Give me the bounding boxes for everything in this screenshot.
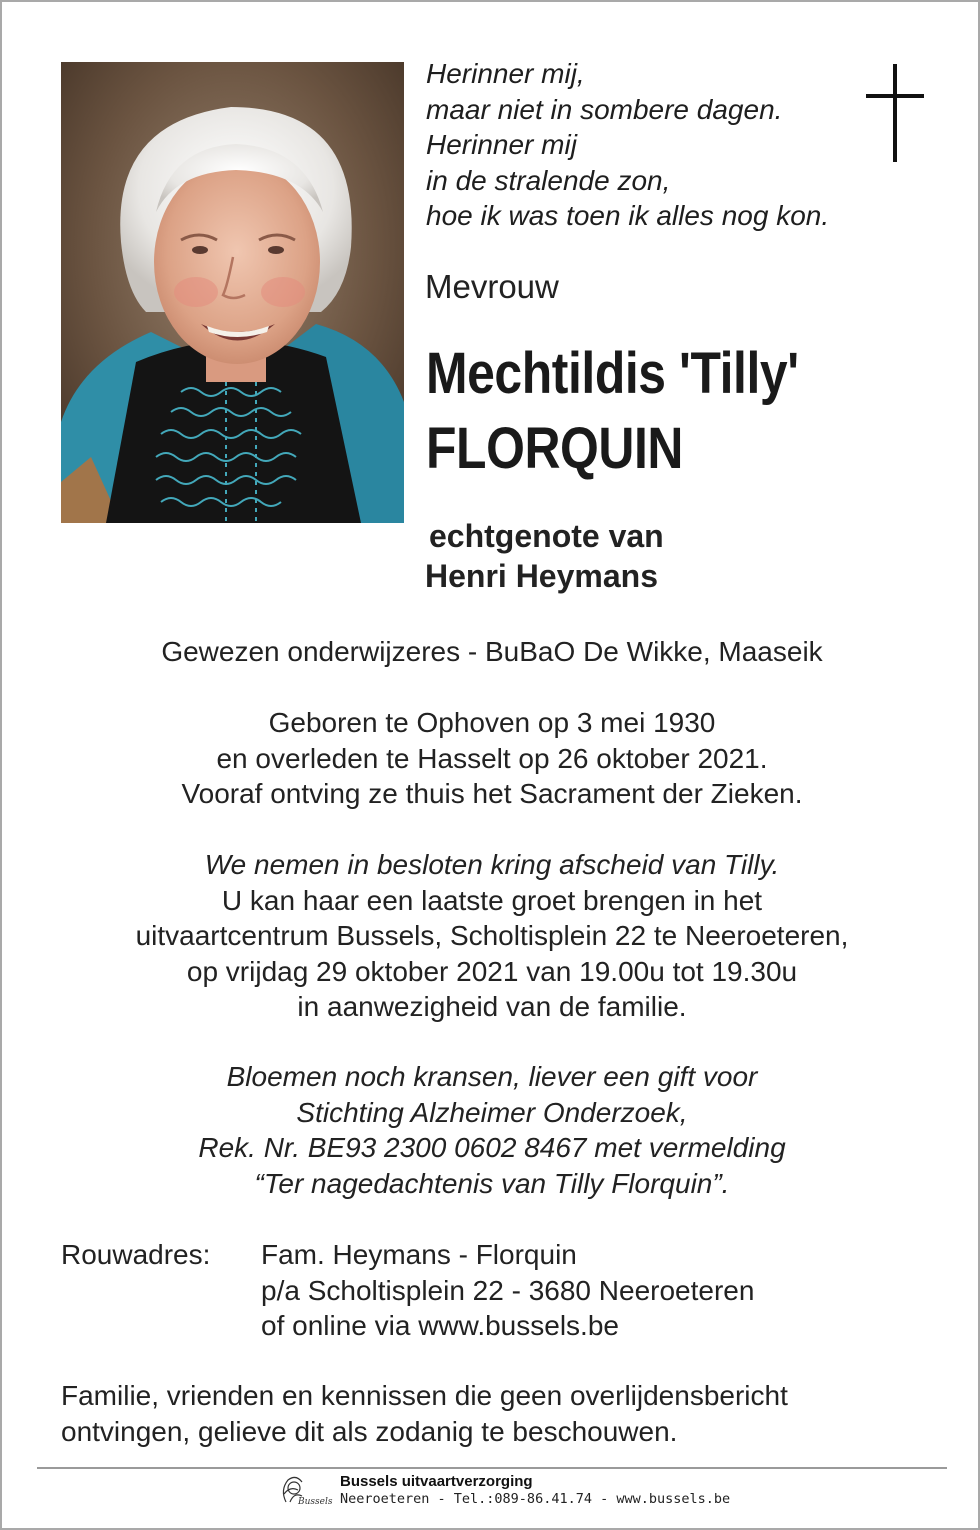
poem-line: Herinner mij, bbox=[426, 58, 585, 89]
farewell-line: U kan haar een laatste groet brengen in het bbox=[221, 884, 763, 916]
farewell-line: uitvaartcentrum Bussels, Scholtisplein 22 te Neeroeteren, bbox=[135, 920, 849, 951]
poem-line: in de stralende zon, bbox=[426, 164, 671, 196]
deceased-name bbox=[426, 336, 799, 486]
rouwadres-label: Rouwadres: bbox=[61, 1239, 211, 1270]
rouwadres-lines bbox=[261, 1237, 861, 1344]
donation-line: Stichting Alzheimer Onderzoek, bbox=[296, 1096, 688, 1128]
rouwadres-line: Fam. Heymans - Florquin bbox=[261, 1239, 577, 1270]
poem-line: hoe ik was toen ik alles nog kon. bbox=[426, 200, 830, 231]
farewell-line: op vrijdag 29 oktober 2021 van 19.00u tot 19.30u bbox=[186, 955, 798, 987]
life-line: Vooraf ontving ze thuis het Sacrament der Zieken. bbox=[181, 778, 803, 809]
portrait-photo bbox=[61, 62, 404, 523]
farewell-italic-line: We nemen in besloten kring afscheid van Tilly. bbox=[204, 849, 780, 880]
poem-line: Herinner mij bbox=[426, 129, 577, 160]
spouse-name: Henri Heymans bbox=[425, 558, 658, 594]
farewell-line: in aanwezigheid van de familie. bbox=[297, 991, 687, 1022]
honorific: Mevrouw bbox=[425, 268, 559, 305]
donation-line: Bloemen noch kransen, liever een gift voor bbox=[226, 1061, 758, 1092]
deceased-first-name: Mechtildis 'Tilly' bbox=[426, 341, 799, 406]
poem-line: maar niet in sombere dagen. bbox=[426, 93, 783, 125]
life-dates bbox=[2, 705, 980, 812]
donation-line: Rek. Nr. BE93 2300 0602 8467 met vermelding bbox=[198, 1132, 786, 1163]
footer-divider bbox=[37, 1467, 947, 1469]
poem bbox=[426, 56, 866, 234]
life-line: en overleden te Hasselt op 26 oktober 2021. bbox=[216, 742, 768, 774]
rouwadres-line: of online via www.bussels.be bbox=[261, 1310, 619, 1341]
cross-icon bbox=[866, 64, 924, 162]
farewell-info bbox=[2, 847, 980, 1025]
life-line: Geboren te Ophoven op 3 mei 1930 bbox=[268, 707, 716, 738]
rouwadres-line: p/a Scholtisplein 22 - 3680 Neeroeteren bbox=[261, 1274, 755, 1306]
spouse-info bbox=[425, 516, 664, 596]
donation-info bbox=[2, 1059, 980, 1201]
career-line bbox=[2, 634, 980, 670]
familie-line: ontvingen, gelieve dit als zodanig te beschouwen. bbox=[61, 1416, 678, 1447]
familie-notice bbox=[61, 1378, 788, 1450]
logo-text: Bussels bbox=[298, 1497, 333, 1507]
portrait-illustration bbox=[61, 62, 404, 523]
spouse-relation: echtgenote van bbox=[429, 518, 664, 554]
career-text: Gewezen onderwijzeres - BuBaO De Wikke, Maaseik bbox=[161, 636, 823, 667]
footer-contact: Neeroeteren - Tel.:089-86.41.74 - www.bussels.be bbox=[340, 1491, 731, 1507]
deceased-last-name: FLORQUIN bbox=[426, 416, 684, 481]
bussels-logo-icon bbox=[276, 1472, 334, 1508]
footer-company: Bussels uitvaartverzorging bbox=[340, 1473, 533, 1490]
familie-line: Familie, vrienden en kennissen die geen overlijdensbericht bbox=[61, 1380, 788, 1411]
donation-line: “Ter nagedachtenis van Tilly Florquin”. bbox=[254, 1167, 730, 1199]
